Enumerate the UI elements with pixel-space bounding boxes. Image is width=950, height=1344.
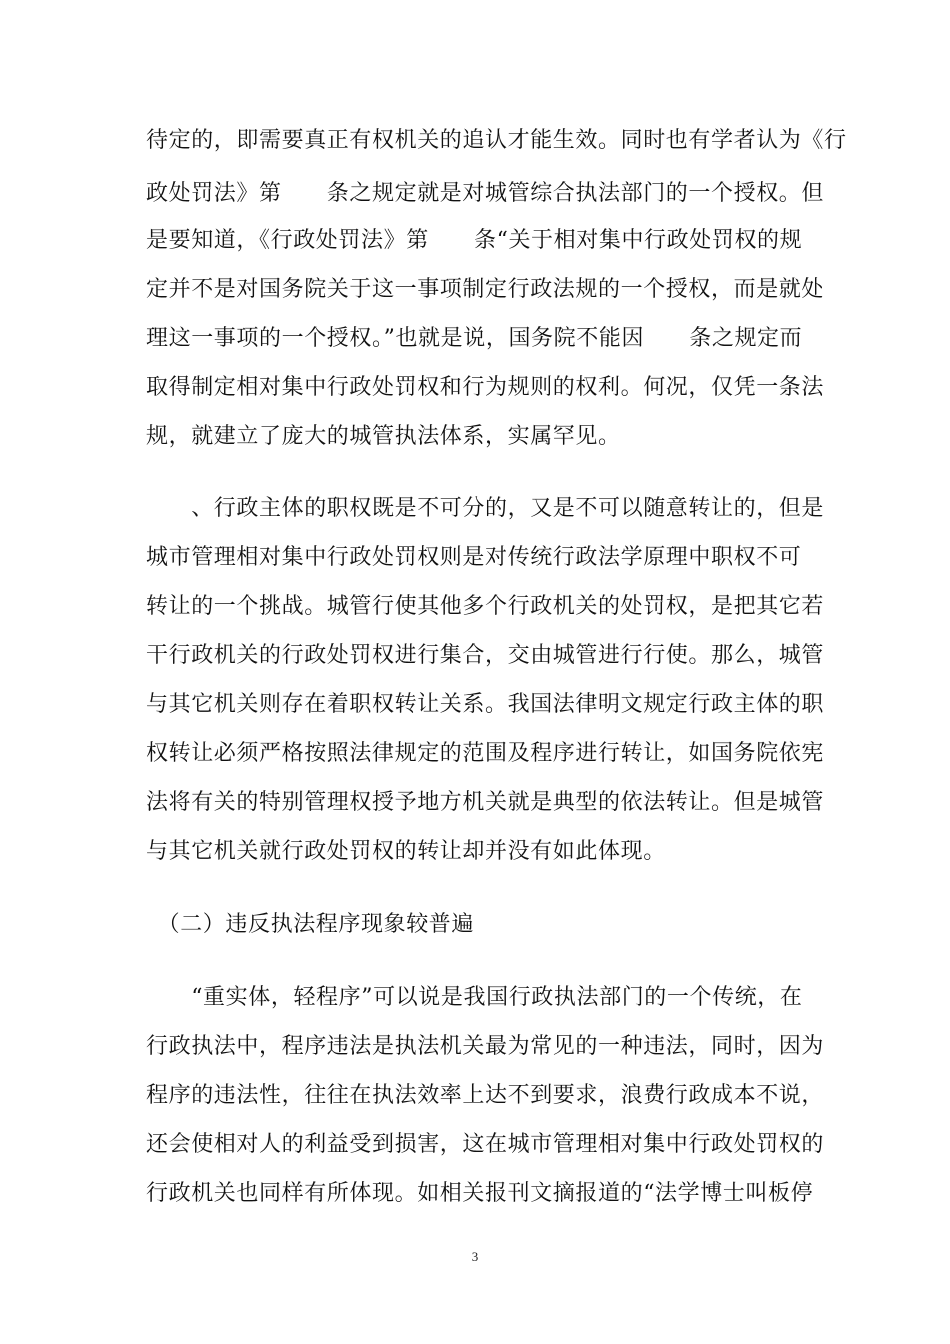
text-line: 政处罚法》第 条之规定就是对城管综合执法部门的一个授权。但: [146, 181, 825, 206]
page-number: 3: [471, 1249, 479, 1264]
text-line: 转让的一个挑战。城管行使其他多个行政机关的处罚权，是把其它若: [146, 594, 825, 619]
text-line: 法将有关的特别管理权授予地方机关就是典型的依法转让。但是城管: [146, 790, 825, 815]
text-line: 程序的违法性，往往在执法效率上达不到要求，浪费行政成本不说，: [146, 1083, 825, 1108]
text-line: 取得制定相对集中行政处罚权和行为规则的权利。何况，仅凭一条法: [146, 375, 825, 400]
text-line: 与其它机关则存在着职权转让关系。我国法律明文规定行政主体的职: [146, 692, 825, 717]
text-line: 是要知道，《行政处罚法》第 条“关于相对集中行政处罚权的规: [146, 228, 803, 253]
text-line: 、行政主体的职权既是不可分的，又是不可以随意转让的，但是: [146, 496, 825, 521]
text-line: 权转让必须严格按照法律规定的范围及程序进行转让，如国务院依宪: [146, 741, 825, 766]
text-line: 理这一事项的一个授权。”也就是说，国务院不能因 条之规定而: [146, 326, 803, 351]
text-line: 行政机关也同样有所体现。如相关报刊文摘报道的“法学博士叫板停: [146, 1181, 814, 1206]
text-line: “重实体，轻程序”可以说是我国行政执法部门的一个传统，在: [146, 985, 803, 1010]
text-line: 规，就建立了庞大的城管执法体系，实属罕见。: [146, 424, 621, 449]
text-line: 待定的，即需要真正有权机关的追认才能生效。同时也有学者认为《行: [146, 128, 847, 153]
text-line: 与其它机关就行政处罚权的转让却并没有如此体现。: [146, 839, 666, 864]
text-line: 定并不是对国务院关于这一事项制定行政法规的一个授权，而是就处: [146, 277, 825, 302]
section-heading: （二）违反执法程序现象较普遍: [146, 912, 475, 937]
text-line: 干行政机关的行政处罚权进行集合，交由城管进行行使。那么，城管: [146, 643, 825, 668]
text-line: 城市管理相对集中行政处罚权则是对传统行政法学原理中职权不可: [146, 545, 802, 570]
text-line: 还会使相对人的利益受到损害，这在城市管理相对集中行政处罚权的: [146, 1132, 825, 1157]
text-line: 行政执法中，程序违法是执法机关最为常见的一种违法，同时，因为: [146, 1034, 825, 1059]
